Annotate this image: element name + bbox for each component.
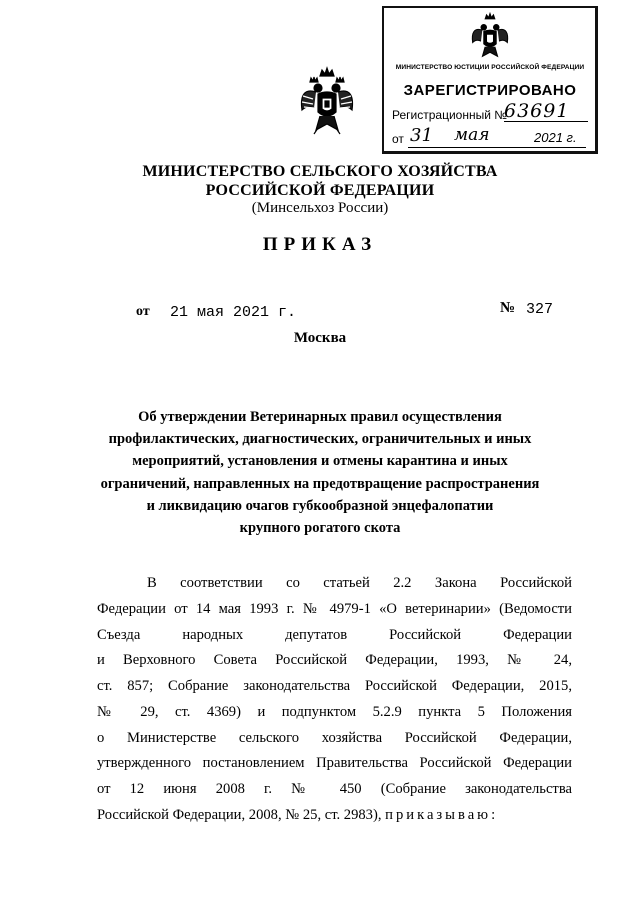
body-line: утвержденного постановлением Правительства Российской Федерации	[97, 755, 572, 771]
title-line: крупного рогатого скота	[239, 520, 401, 537]
stamp-reg-number-underline	[504, 121, 588, 122]
body-line-text: Российской Федерации, 2008, № 25, ст. 2983),	[97, 807, 382, 823]
order-number-label: №	[500, 300, 516, 316]
ministry-name-line-1: МИНИСТЕРСТВО СЕЛЬСКОГО ХОЗЯЙСТВА	[142, 163, 498, 180]
stamp-date-month: мая	[454, 125, 490, 145]
order-title	[0, 406, 640, 539]
title-line: Об утверждении Ветеринарных правил осуществления	[138, 409, 502, 425]
stamp-coat-of-arms-icon	[469, 12, 511, 62]
stamp-reg-number: 63691	[504, 100, 570, 122]
ministry-short-name: (Минсельхоз России)	[251, 200, 389, 216]
ministry-name-line-2: РОССИЙСКОЙ ФЕДЕРАЦИИ	[205, 182, 435, 199]
order-directive: приказываю:	[385, 807, 499, 823]
title-line: профилактических, диагностических, ограничительных и иных	[108, 431, 532, 448]
order-number: 327	[526, 301, 554, 318]
stamp-date-year: 2021 г.	[534, 130, 577, 145]
body-line: Федерации от 14 мая 1993 г. № 4979-1 «О ветеринарии» (Ведомости	[97, 601, 572, 617]
city: Москва	[293, 330, 347, 346]
body-line: от 12 июня 2008 г. № 450 (Собрание законодательства	[97, 781, 572, 797]
body-line: Съезда народных депутатов Российской Федерации	[97, 627, 572, 643]
order-date: 21 мая 2021 г.	[170, 304, 297, 321]
title-line: ограничений, направленных на предотвращение распространения	[100, 475, 540, 492]
body-line-last	[97, 806, 572, 824]
stamp-reg-number-label: Регистрационный №	[392, 108, 508, 122]
order-date-prefix: от	[136, 304, 150, 319]
body-line: о Министерстве сельского хозяйства Российской Федерации,	[97, 730, 572, 746]
stamp-date-prefix: от	[392, 132, 404, 146]
body-line: и Верховного Совета Российской Федерации, 1993, № 24,	[97, 652, 572, 668]
document-type-heading: ПРИКАЗ	[262, 234, 378, 255]
body-line: В соответствии со статьей 2.2 Закона Российской	[147, 575, 572, 591]
body-line: № 29, ст. 4369) и подпунктом 5.2.9 пункта 5 Положения	[97, 704, 572, 720]
stamp-registered-label: ЗАРЕГИСТРИРОВАНО	[403, 82, 577, 99]
registration-stamp	[382, 6, 598, 154]
body-line: ст. 857; Собрание законодательства Российской Федерации, 2015,	[97, 678, 572, 694]
coat-of-arms-icon	[298, 66, 356, 138]
stamp-date-underline	[408, 147, 586, 148]
title-line: и ликвидацию очагов губкообразной энцефалопатии	[146, 497, 494, 514]
stamp-date-day: 31	[410, 125, 433, 146]
title-line: мероприятий, установления и отмены карантина и иных	[132, 453, 508, 470]
stamp-ministry-name: МИНИСТЕРСТВО ЮСТИЦИИ РОССИЙСКОЙ ФЕДЕРАЦИИ	[395, 64, 585, 71]
